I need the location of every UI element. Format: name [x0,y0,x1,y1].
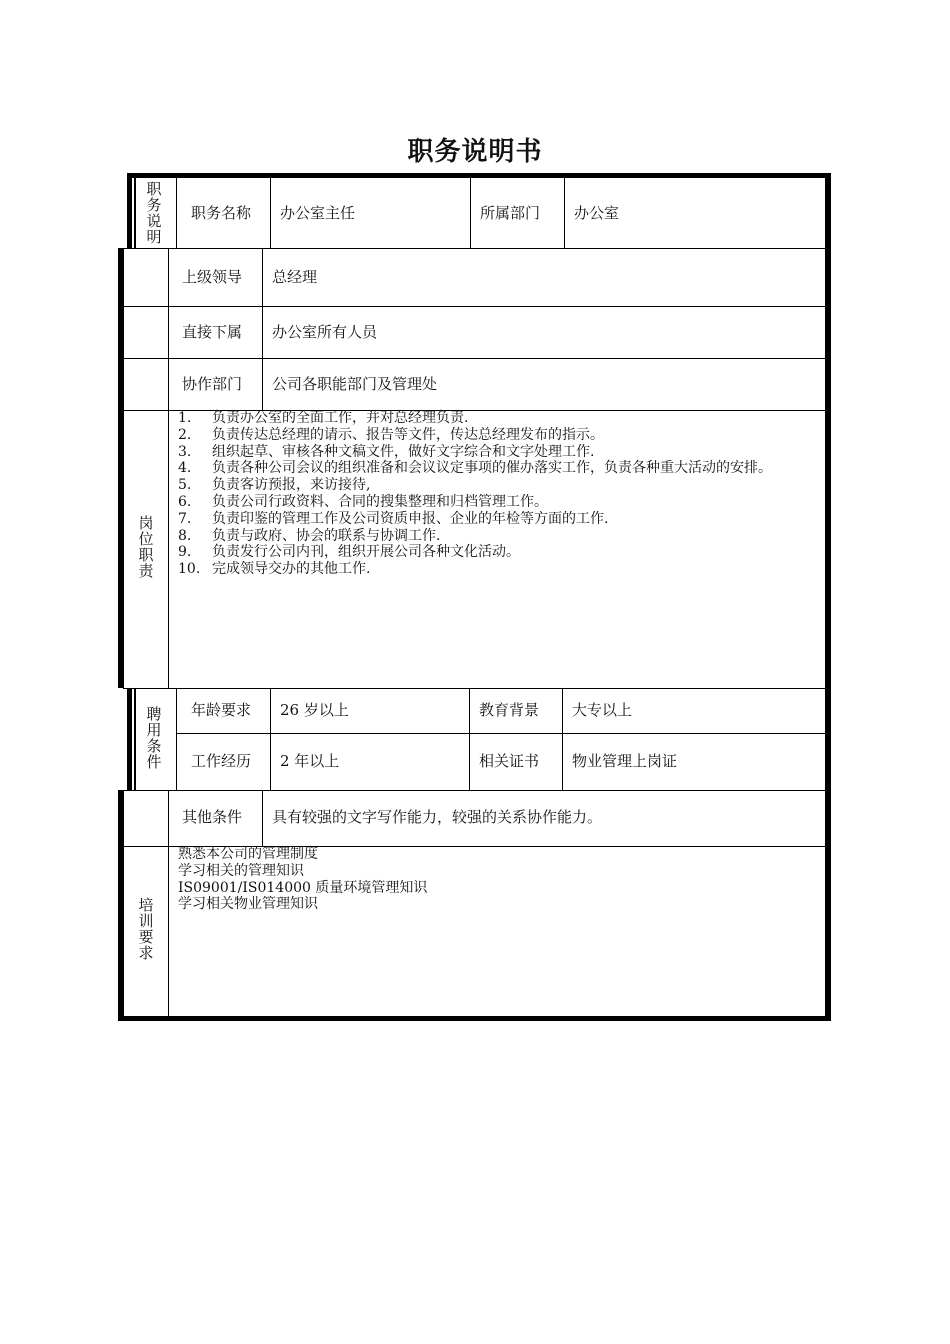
duties-section-label: 岗位职责 [138,514,154,580]
list-item [178,528,824,545]
list-item-text: 负责办公室的全面工作，并对总经理负责. [212,410,469,426]
job-section-label: 职务说明 [146,180,162,246]
list-item-number: 2. [178,426,192,443]
list-item: 学习相关的管理知识 [178,862,304,879]
experience-label: 工作经历 [191,752,252,770]
duties-list [178,410,824,578]
list-item [178,410,824,427]
list-item-text: 完成领导交办的其他工作. [212,561,371,578]
cooperation-label: 协作部门 [182,375,243,393]
experience-value: 2 年以上 [280,752,340,770]
list-item-number: 9. [178,544,192,561]
list-item [178,561,824,578]
superior-label: 上级领导 [182,268,243,286]
list-item [178,460,824,477]
superior-value: 总经理 [272,268,318,286]
age-value: 26 岁以上 [280,701,349,719]
page-title: 职务说明书 [407,137,543,167]
list-item-text: 负责印鉴的管理工作及公司资质申报、企业的年检等方面的工作. [212,510,609,527]
list-item-number: 8. [178,527,192,544]
list-item-number: 5. [178,477,192,494]
list-item-text: 负责发行公司内刊，组织开展公司各种文化活动。 [212,544,520,561]
list-item-text: 负责与政府、协会的联系与协调工作. [212,527,441,544]
list-item-text: 负责公司行政资料、合同的搜集整理和归档管理工作。 [212,493,548,510]
list-item-number: 4. [178,460,192,477]
training-list [178,846,818,913]
other-value: 具有较强的文字写作能力，较强的关系协作能力。 [272,808,603,826]
list-item-text: 负责客访预报，来访接待, [212,477,371,494]
subordinate-value: 办公室所有人员 [272,323,378,341]
edu-value: 大专以上 [572,701,633,719]
list-item-number: 6. [178,493,192,510]
list-item: 学习相关物业管理知识 [178,896,318,913]
list-item-text: 组织起草、审核各种文稿文件，做好文字综合和文字处理工作. [212,443,595,460]
list-item [178,427,824,444]
cooperation-value: 公司各职能部门及管理处 [272,375,438,393]
list-item-number: 3. [178,443,192,460]
edu-label: 教育背景 [479,701,540,719]
list-item: IS09001/IS014000 质量环境管理知识 [178,879,428,896]
dept-value: 办公室 [574,204,620,222]
list-item-number: 1. [178,410,192,426]
age-label: 年龄要求 [191,701,252,719]
other-label: 其他条件 [182,808,243,826]
job-name-label: 职务名称 [191,204,252,222]
job-name-value: 办公室主任 [280,204,356,222]
list-item [178,494,824,511]
training-section-label: 培训要求 [138,896,154,962]
list-item-text: 负责传达总经理的请示、报告等文件，传达总经理发布的指示。 [212,426,604,443]
list-item [178,477,824,494]
list-item [178,544,824,561]
list-item-number: 10. [178,561,201,578]
list-item-text: 负责各种公司会议的组织准备和会议议定事项的催办落实工作，负责各种重大活动的安排。 [212,460,772,477]
list-item-number: 7. [178,510,192,527]
list-item [178,511,824,528]
list-item [178,444,824,461]
subordinate-label: 直接下属 [182,323,243,341]
cert-label: 相关证书 [479,752,540,770]
dept-label: 所属部门 [480,204,541,222]
list-item: 熟悉本公司的管理制度 [178,846,318,862]
cert-value: 物业管理上岗证 [572,752,678,770]
hiring-section-label: 聘用条件 [146,705,162,771]
